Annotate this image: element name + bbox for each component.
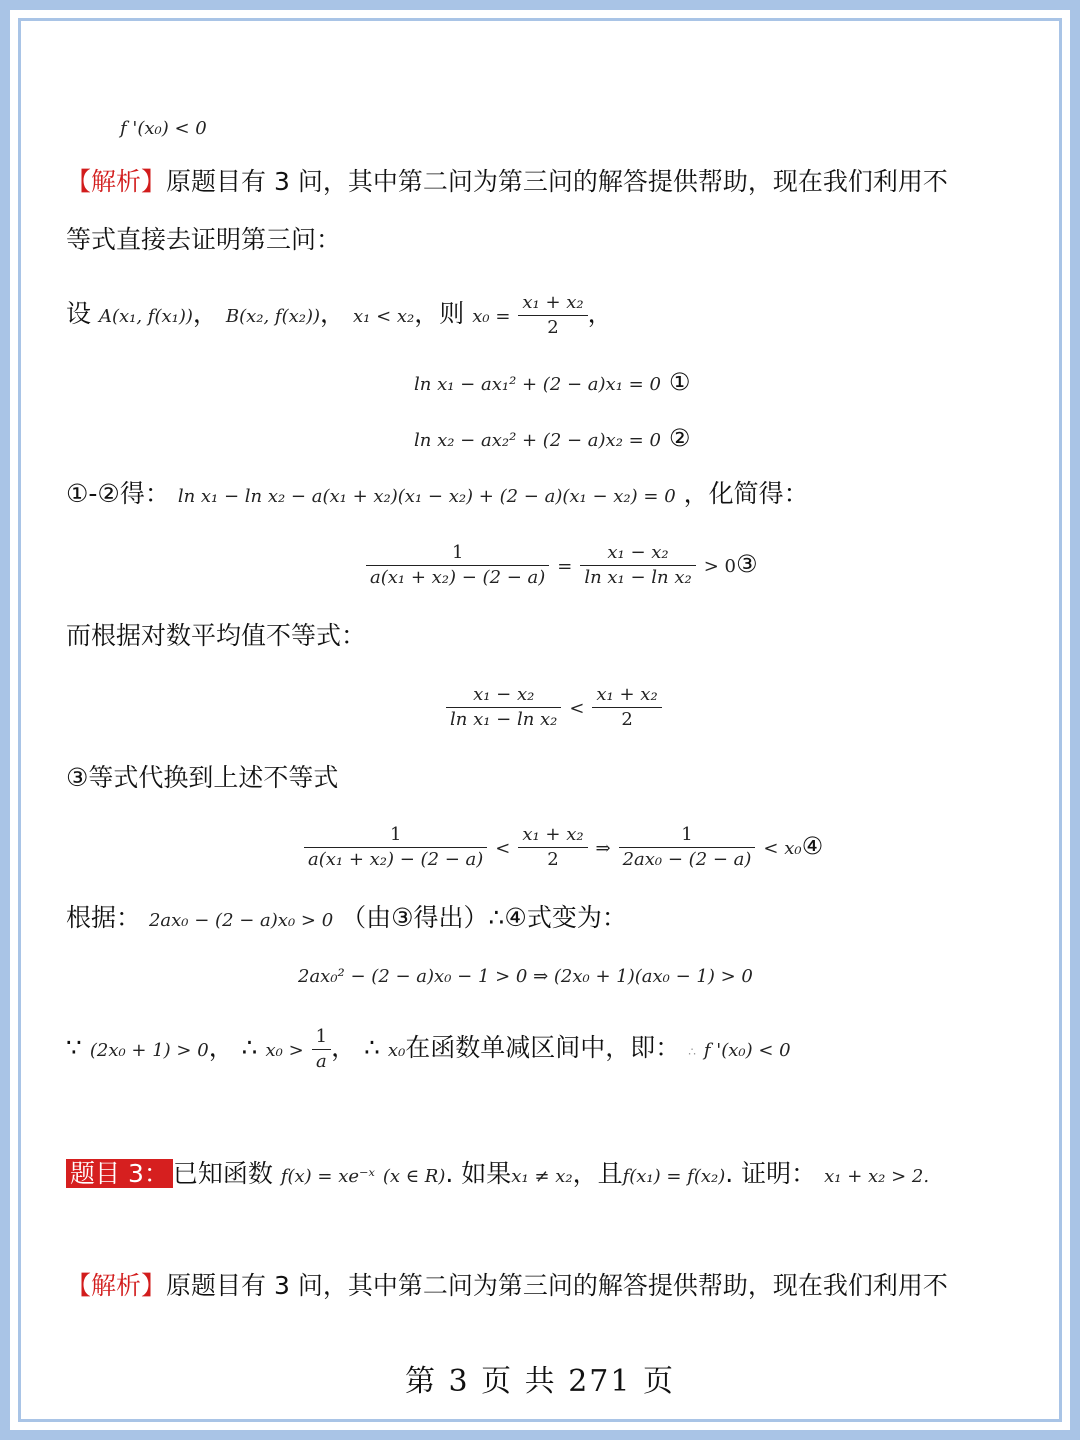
set-then: ，则	[414, 299, 465, 328]
e4-tail: < x₀	[763, 838, 802, 859]
equation-1	[414, 366, 690, 401]
e4-fraction-1	[304, 823, 487, 872]
page-footer: 第 3 页 共 271 页	[404, 1364, 676, 1399]
x0-symbol: x₀	[387, 1040, 406, 1061]
one-over-a-den: a	[312, 1049, 331, 1074]
e4-den-3: 2ax₀ − (2 − a)	[619, 847, 756, 872]
basis-line	[66, 902, 627, 937]
subtraction-line	[66, 478, 809, 513]
equation-1-expr: ln x₁ − ax₁² + (2 − a)x₁ = 0	[414, 374, 661, 395]
set-line	[66, 290, 613, 341]
q3-text-2: . 如果	[445, 1159, 512, 1188]
therefore-symbol-2: ∴	[364, 1033, 380, 1062]
e4-num-2: x₁ + x₂	[522, 823, 584, 845]
analysis-2-line	[66, 1270, 948, 1302]
e4-fraction-3	[619, 823, 756, 872]
therefore-symbol-1: ∴	[241, 1033, 258, 1062]
li-fraction-right	[592, 683, 661, 732]
since-line	[66, 1022, 791, 1078]
x0-fraction-den: 2	[518, 315, 587, 340]
x0-def: x₀ =	[472, 306, 511, 327]
faint-therefore: ∴	[688, 1045, 696, 1059]
circled-3: ③	[735, 550, 758, 578]
eq3-right-den: ln x₁ − ln x₂	[580, 565, 695, 590]
eq3-equals: =	[557, 556, 573, 577]
li-left-den: ln x₁ − ln x₂	[446, 707, 561, 732]
sep-3: ，	[587, 299, 613, 328]
derivative-expr: f '(x₀) < 0	[120, 118, 207, 139]
li-right-den: 2	[592, 707, 661, 732]
q3-feq: f(x₁) = f(x₂)	[622, 1166, 726, 1187]
e4-fraction-2	[518, 823, 587, 872]
question-3-line	[66, 1158, 929, 1193]
eq3-fraction-left	[366, 541, 549, 590]
one-over-a-fraction	[312, 1025, 331, 1074]
eq3-left-num: 1	[451, 541, 464, 563]
analysis-text-2: 等式直接去证明第三问：	[66, 225, 342, 254]
analysis-line-1	[66, 166, 948, 198]
eq3-right-num: x₁ − x₂	[607, 541, 669, 563]
equation-3	[366, 536, 757, 595]
order-relation: x₁ < x₂	[353, 306, 415, 327]
derivative-line	[120, 110, 207, 145]
q3-goal: x₁ + x₂ > 2.	[824, 1166, 930, 1187]
conclusion-text: 在函数单减区间中，即：	[405, 1033, 681, 1062]
equation-5	[298, 958, 753, 993]
set-prefix: 设	[66, 299, 92, 328]
basis-prefix: 根据：	[66, 903, 142, 932]
analysis-2-text: 原题目有 3 问，其中第二问为第三问的解答提供帮助，现在我们利用不	[166, 1271, 948, 1300]
q3-neq: x₁ ≠ x₂	[511, 1166, 573, 1187]
q3-function: f(x) = xe⁻ˣ	[280, 1166, 375, 1187]
q3-text-3: ，且	[572, 1159, 623, 1188]
log-mean-line	[66, 620, 366, 652]
analysis-line-2	[66, 224, 341, 256]
circled-1: ①	[668, 368, 691, 396]
since-expr: (2x₀ + 1) > 0	[89, 1040, 209, 1061]
analysis-text-1: 原题目有 3 问，其中第二问为第三问的解答提供帮助，现在我们利用不	[166, 167, 948, 196]
point-b: B(x₂, f(x₂))	[225, 306, 321, 327]
eq3-left-den: a(x₁ + x₂) − (2 − a)	[366, 565, 549, 590]
e4-implies: ⇒	[595, 838, 611, 859]
equation-4	[304, 818, 823, 877]
equation-2-expr: ln x₂ − ax₂² + (2 − a)x₂ = 0	[414, 430, 661, 451]
equation-2	[414, 422, 690, 457]
q3-text-1: 已知函数	[172, 1159, 273, 1188]
substitution-line	[66, 762, 338, 794]
circled-4: ④	[801, 832, 824, 860]
analysis-tag: 【解析】	[66, 167, 167, 196]
q3-text-4: . 证明：	[725, 1159, 817, 1188]
basis-expr: 2ax₀ − (2 − a)x₀ > 0	[148, 910, 334, 931]
question-3-tag: 题目 3：	[66, 1159, 173, 1188]
since-sep-2: ，	[331, 1033, 357, 1062]
log-mean-text: 而根据对数平均值不等式：	[66, 621, 367, 650]
eq3-tail: > 0	[703, 556, 736, 577]
li-left-num: x₁ − x₂	[473, 683, 535, 705]
x0-fraction	[518, 291, 587, 340]
subtraction-suffix: ，化简得：	[683, 479, 809, 508]
equation-5-expr: 2ax₀² − (2 − a)x₀ − 1 > 0 ⇒ (2x₀ + 1)(ax₀ − 1) > 0	[298, 966, 753, 987]
e4-num-3: 1	[681, 823, 693, 845]
one-over-a-num: 1	[315, 1025, 328, 1047]
li-less-than: <	[569, 698, 585, 719]
circled-2: ②	[668, 424, 691, 452]
x0-greater: x₀ >	[265, 1040, 304, 1061]
log-mean-inequality	[446, 678, 662, 737]
basis-suffix: （由③得出）∴④式变为：	[341, 903, 627, 932]
eq3-fraction-right	[580, 541, 695, 590]
e4-den-2: 2	[518, 847, 587, 872]
q3-domain: (x ∈ R)	[382, 1166, 446, 1187]
x0-fraction-num: x₁ + x₂	[522, 291, 584, 313]
since-sep-1: ，	[208, 1033, 234, 1062]
e4-den-1: a(x₁ + x₂) − (2 − a)	[304, 847, 487, 872]
sep-1: ，	[192, 299, 218, 328]
li-right-num: x₁ + x₂	[596, 683, 658, 705]
analysis-2-tag: 【解析】	[66, 1271, 167, 1300]
substitution-text: ③等式代换到上述不等式	[66, 763, 339, 792]
subtraction-prefix: ①-②得：	[66, 479, 170, 508]
li-fraction-left	[446, 683, 561, 732]
sep-2: ，	[320, 299, 346, 328]
point-a: A(x₁, f(x₁))	[98, 306, 193, 327]
because-symbol: ∵	[66, 1033, 82, 1062]
conclusion-expr: f '(x₀) < 0	[703, 1040, 791, 1061]
subtraction-expr: ln x₁ − ln x₂ − a(x₁ + x₂)(x₁ − x₂) + (2 − a)(x₁ − x₂) = 0	[177, 486, 676, 507]
e4-num-1: 1	[389, 823, 402, 845]
e4-less-than: <	[495, 838, 511, 859]
